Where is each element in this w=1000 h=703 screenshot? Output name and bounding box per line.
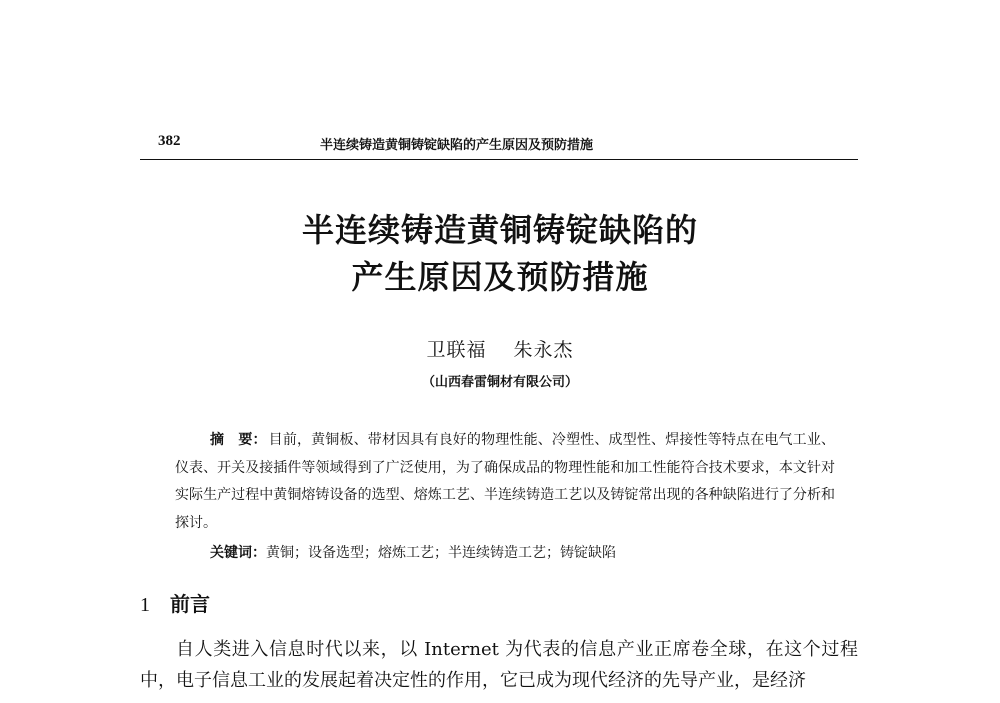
body-paragraph: 自人类进入信息时代以来，以 Internet 为代表的信息产业正席卷全球，在这个过程中，电子信息工业的发展起着决定性的作用，它已成为现代经济的先导产业，是经济 [140,639,858,691]
affiliation: （山西春雷铜材有限公司） [421,375,578,390]
section-title: 前言 [170,592,210,616]
header-rule [140,159,858,160]
keywords [210,542,850,562]
abstract [175,427,835,537]
section-heading [140,588,210,617]
running-title: 半连续铸造黄铜铸锭缺陷的产生原因及预防措施 [320,138,594,153]
authors [0,335,1000,362]
abstract-label: 摘 要： [210,432,267,448]
keywords-label: 关键词： [210,545,266,561]
keywords-text: 黄铜；设备选型；熔炼工艺；半连续铸造工艺；铸锭缺陷 [266,545,616,561]
paper-title-line-1: 半连续铸造黄铜铸锭缺陷的 [301,211,698,249]
abstract-text: 目前，黄铜板、带材因具有良好的物理性能、冷塑性、成型性、焊接性等特点在电气工业、仪表、开关及接插件等领域得到了广泛使用，为了确保成品的物理性能和加工性能符合技术要求，本文针对实际生产过程中黄铜熔铸设备的选型、熔炼工艺、半连续铸造工艺以及铸锭常出现的各种缺陷进行了分析和探讨。 [175,432,836,531]
author-1: 卫联福 [426,339,487,361]
section-number: 1 [140,594,150,616]
page-number: 382 [158,133,181,149]
running-head [140,133,858,155]
author-2: 朱永杰 [513,339,574,361]
paper-title-line-2: 产生原因及预防措施 [351,258,649,296]
